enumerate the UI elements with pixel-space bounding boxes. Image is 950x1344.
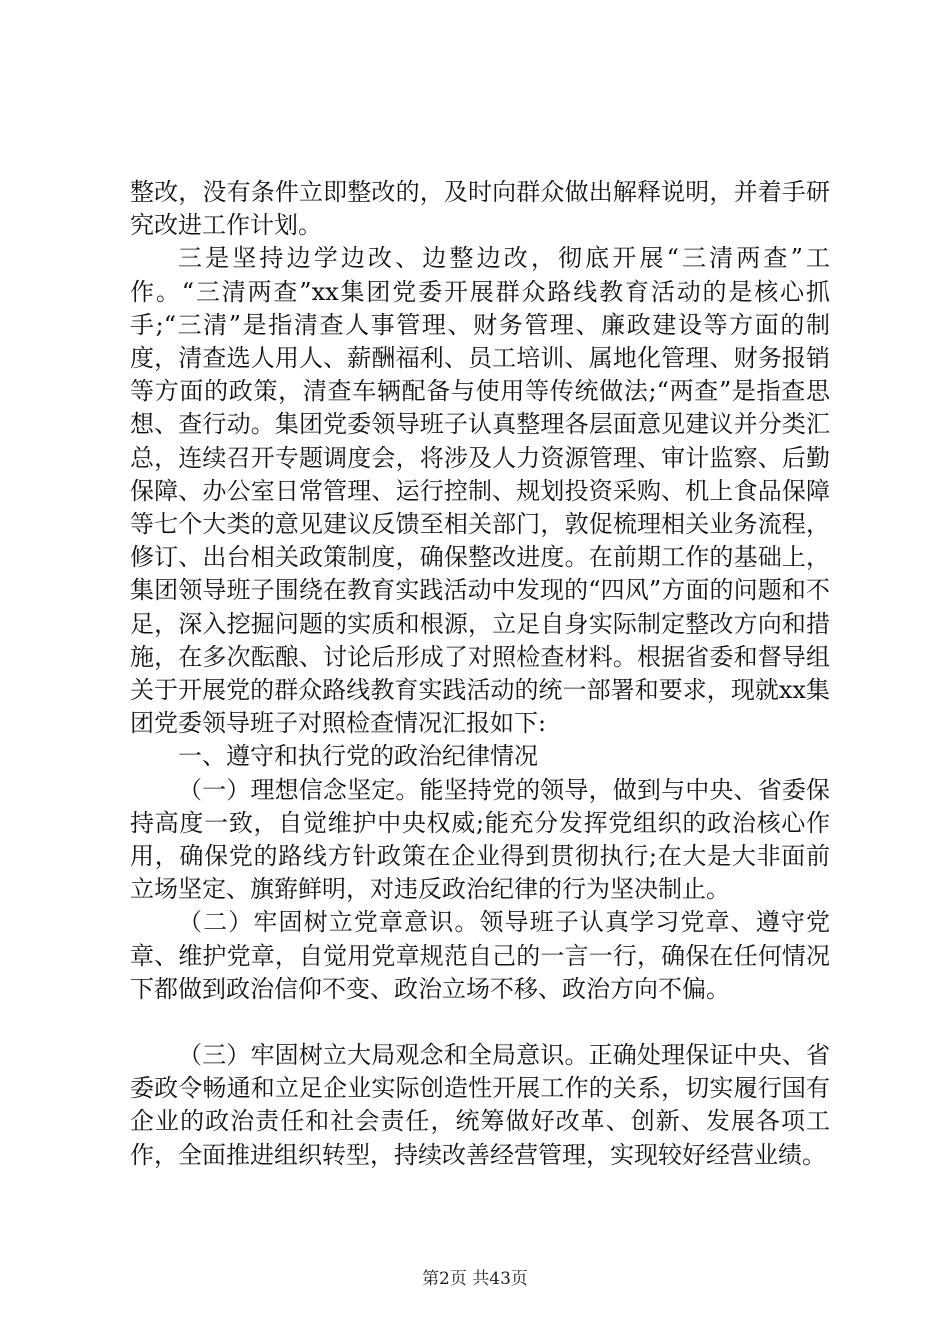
document-body [130, 176, 830, 1172]
section-heading-political-discipline: 一、遵守和执行党的政治纪律情况 [178, 742, 538, 771]
paragraph-item-2: （二）牢固树立党章意识。领导班子认真学习党章、遵守党章、维护党章，自觉用党章规范自己的一言一行，确保在任何情况下都做到政治信仰不变、政治立场不移、政治方向不偏。 [130, 908, 830, 1003]
page-footer: 第2页 共43页 [422, 1269, 528, 1289]
paragraph-item-3: （三）牢固树立大局观念和全局意识。正确处理保证中央、省委政令畅通和立足企业实际创造性开展工作的关系，切实履行国有企业的政治责任和社会责任，统筹做好改革、创新、发展各项工作，全面推进组织转型，持续改善经营管理，实现较好经营业绩。 [130, 1041, 830, 1169]
paragraph-continuation: 整改，没有条件立即整改的，及时向群众做出解释说明，并着手研究改进工作计划。 [130, 178, 830, 240]
paragraph-three-clean-two-check: 三是坚持边学边改、边整边改，彻底开展“三清两查”工作。“三清两查”xx集团党委开展群众路线教育活动的是核心抓手;“三清”是指清查人事管理、财务管理、廉政建设等方面的制度，清查选人用人、薪酬福利、员工培训、属地化管理、财务报销等方面的政策，清查车辆配备与使用等传统做法;“两查”是指查思想、查行动。集团党委领导班子认真整理各层面意见建议并分类汇总，连续召开专题调度会，将涉及人力资源管理、审计监察、后勤保障、办公室日常管理、运行控制、规划投资采购、机上食品保障等七个大类的意见建议反馈至相关部门，敦促梳理相关业务流程，修订、出台相关政策制度，确保整改进度。在前期工作的基础上，集团领导班子围绕在教育实践活动中发现的“四风”方面的问题和不足，深入挖掘问题的实质和根源，立足自身实际制定整改方向和措施，在多次酝酿、讨论后形成了对照检查材料。根据省委和督导组关于开展党的群众路线教育实践活动的统一部署和要求，现就xx集团党委领导班子对照检查情况汇报如下: [130, 244, 830, 738]
paragraph-item-1: （一）理想信念坚定。能坚持党的领导，做到与中央、省委保持高度一致，自觉维护中央权威;能充分发挥党组织的政治核心作用，确保党的路线方针政策在企业得到贯彻执行;在大是大非面前立场坚定、旗臶鲜明，对违反政治纪律的行为坚决制止。 [130, 775, 830, 904]
